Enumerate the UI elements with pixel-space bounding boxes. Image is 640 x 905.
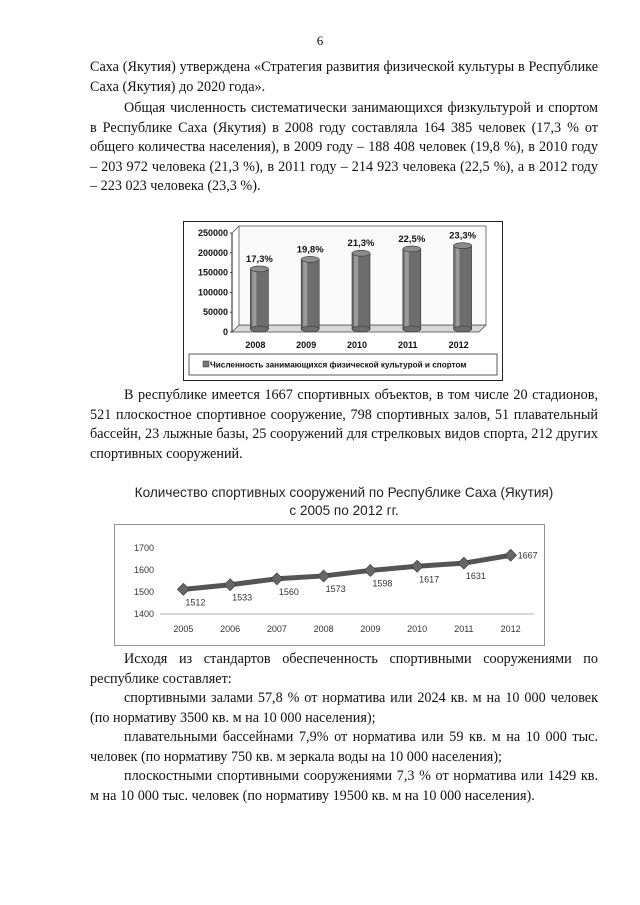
point-data-label: 1617	[419, 574, 440, 585]
participants-bar-chart	[183, 221, 503, 381]
y-tick-label: 1600	[133, 565, 154, 575]
y-tick-label: 200000	[197, 247, 228, 258]
bar-base	[250, 326, 268, 332]
bar-data-label: 21,3%	[347, 238, 375, 250]
bar-highlight	[405, 251, 409, 327]
y-tick-label: 250000	[197, 228, 228, 238]
paragraph-standards: Исходя из стандартов обеспеченность спортивными сооружениями по республике составляет:	[90, 651, 598, 687]
bar-data-label: 17,3%	[245, 253, 273, 265]
paragraph-pools: плавательными бассейнами 7,9% от норматива или 59 кв. м на 10 000 тыс. человек (по нормативу 750 кв. м зеркала воды на 10 000 населения);	[90, 729, 598, 765]
paragraph-strategy: Саха (Якутия) утверждена «Стратегия развития физической культуры в Республике Саха (Якутия) до 2020 года».	[90, 59, 598, 95]
bar-data-label: 23,3%	[449, 230, 477, 242]
page-number: 6	[316, 33, 324, 48]
x-tick-label: 2009	[296, 340, 317, 350]
paragraph-participants: Общая численность систематически занимающихся физкультурой и спортом в Республике Саха (Якутия) в 2008 году составляла 164 385 человек (17,3 % от общего количества населения), в 2009 году – 188 408 человек (19,8 %), в 2010 году – 203 972 человека (21,3 %), в 2011 году – 214 923 человека (22,5 %), а в 2012 году – 223 023 человека (23,3 %).	[90, 100, 598, 195]
bar-base	[352, 326, 370, 332]
y-tick-label: 1500	[133, 587, 154, 597]
point-data-label: 1560	[278, 586, 299, 597]
x-tick-label: 2012	[448, 340, 469, 350]
point-data-label: 1573	[325, 583, 346, 594]
bar-data-label: 19,8%	[296, 244, 324, 256]
line-chart-title	[90, 484, 598, 520]
bar-top	[352, 250, 370, 256]
y-tick-label: 1400	[133, 609, 154, 619]
x-tick-label: 2007	[266, 624, 287, 634]
bar-top	[301, 256, 319, 262]
legend-swatch	[203, 361, 209, 367]
x-tick-label: 2008	[245, 340, 266, 350]
point-data-label: 1631	[465, 571, 486, 582]
legend-label: Численность занимающихся физической культурой и спортом	[210, 360, 467, 370]
y-tick-label: 0	[222, 327, 228, 337]
x-tick-label: 2008	[313, 624, 334, 634]
x-tick-label: 2006	[220, 624, 241, 634]
bar-data-label: 22,5%	[398, 233, 426, 245]
x-tick-label: 2005	[173, 624, 194, 634]
point-data-label: 1598	[372, 578, 393, 589]
bar-highlight	[456, 248, 460, 327]
bar-highlight	[303, 261, 307, 327]
x-tick-label: 2011	[398, 340, 418, 350]
bar-base	[301, 326, 319, 332]
paragraph-sport-halls: спортивными залами 57,8 % от норматива или 2024 кв. м на 10 000 человек (по нормативу 3500 кв. м на 10 000 населения);	[90, 690, 598, 726]
x-tick-label: 2010	[407, 624, 428, 634]
paragraph-flat-facilities: плоскостными спортивными сооружениями 7,3 % от норматива или 1429 кв. м на 10 000 тыс. человек (по нормативу 19500 кв. м на 10 000 населения).	[90, 768, 598, 804]
x-tick-label: 2010	[346, 340, 368, 350]
bar-base	[454, 326, 472, 332]
point-data-label: 1533	[232, 592, 253, 603]
y-tick-label: 150000	[197, 267, 228, 278]
y-tick-label: 100000	[197, 287, 228, 298]
bar-highlight	[354, 255, 358, 327]
bar-top	[454, 243, 472, 249]
x-tick-label: 2009	[360, 624, 381, 634]
y-tick-label: 50000	[202, 307, 228, 318]
chart-legend	[189, 354, 497, 375]
x-tick-label: 2012	[500, 624, 521, 634]
bar-base	[403, 326, 421, 332]
facilities-line-chart	[114, 524, 545, 646]
point-data-label: 1512	[185, 597, 206, 608]
bar-top	[403, 246, 421, 252]
line-chart-title-line1: Количество спортивных сооружений по Республике Саха (Якутия)	[134, 485, 554, 500]
bar-highlight	[252, 271, 256, 327]
x-tick-label: 2011	[454, 624, 474, 634]
bar-top	[250, 266, 268, 272]
line-chart-title-line2: с 2005 по 2012 гг.	[289, 503, 399, 518]
point-data-label: 1667	[517, 550, 538, 561]
paragraph-sport-facilities: В республике имеется 1667 спортивных объектов, в том числе 20 стадионов, 521 плоскостное спортивное сооружение, 798 спортивных залов, 51 плавательный бассейн, 23 лыжные базы, 25 сооружений для стрелковых видов спорта, 212 других спортивных сооружений.	[90, 387, 598, 462]
y-tick-label: 1700	[133, 543, 154, 553]
